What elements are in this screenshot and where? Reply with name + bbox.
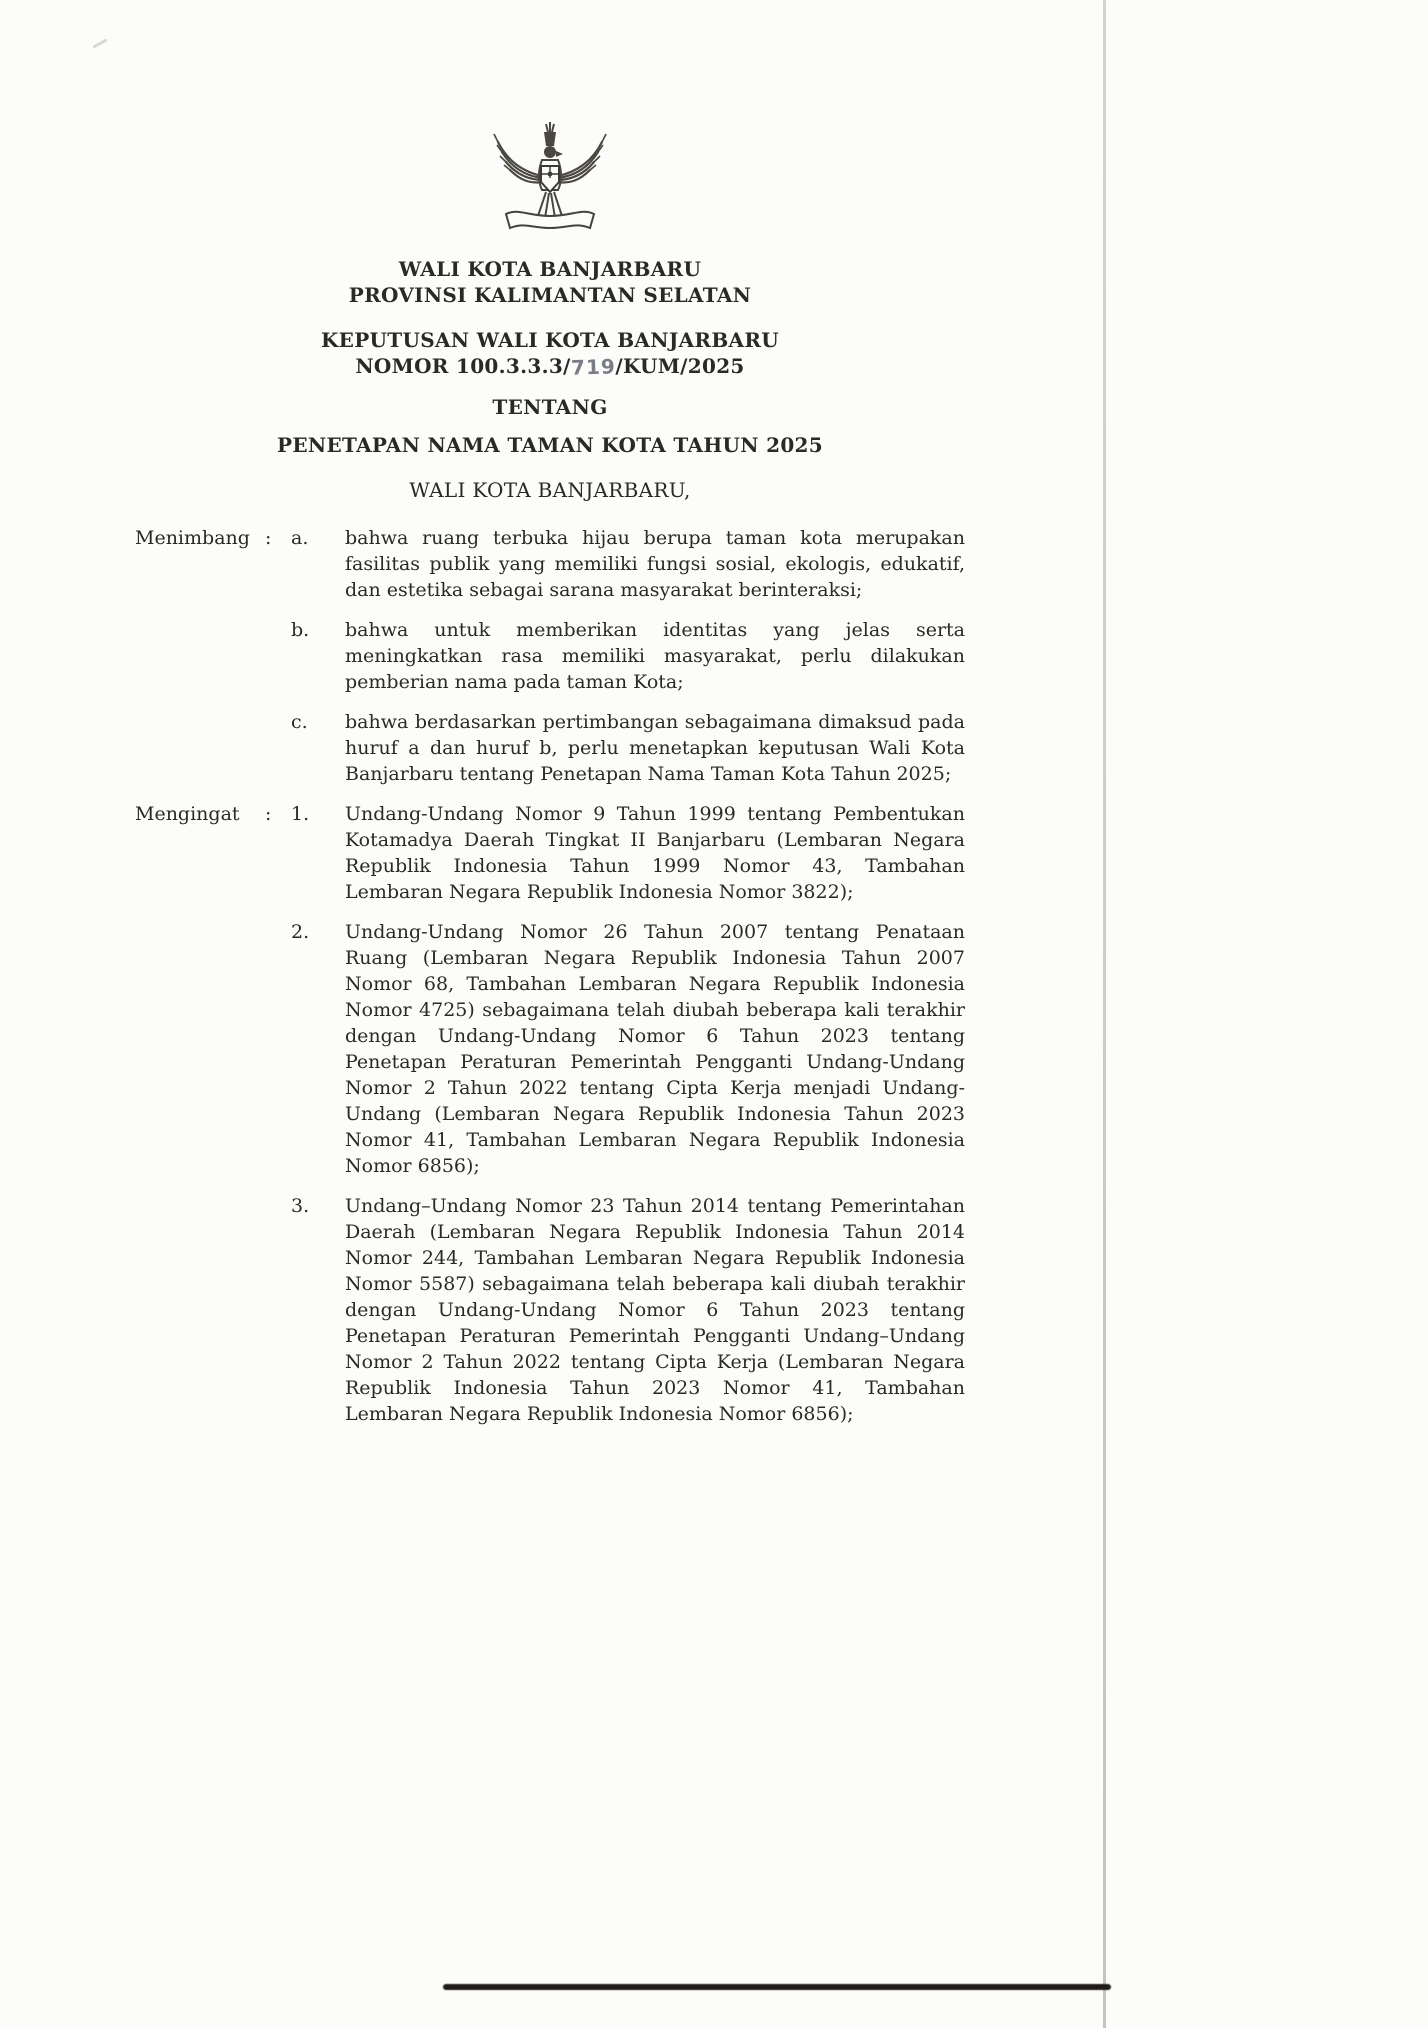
menimbang-colon: : <box>265 527 272 549</box>
item-text: Undang-Undang Nomor 9 Tahun 1999 tentang Pembentukan Kotamadya Daerah Tingkat II Banjarbaru (Lembaran Negara Republik Indonesia Tahun 1999 Nomor 43, Tambahan Lembaran Negara Republik Indonesia Nomor 3822); <box>345 803 965 903</box>
menimbang-item-c <box>135 709 965 787</box>
item-text: bahwa untuk memberikan identitas yang jelas serta meningkatkan rasa memiliki masyarakat, perlu dilakukan pemberian nama pada taman Kota; <box>345 619 965 693</box>
item-marker: b. <box>291 619 310 641</box>
salutation-line: WALI KOTA BANJARBARU, <box>409 478 691 502</box>
item-marker: a. <box>291 527 309 549</box>
mengingat-label: Mengingat <box>135 803 240 825</box>
item-marker: c. <box>291 711 308 733</box>
menimbang-item-b <box>135 617 965 695</box>
tentang-label: TENTANG <box>492 395 608 419</box>
scan-edge-line <box>1103 0 1106 2028</box>
decision-number-prefix: NOMOR 100.3.3.3/ <box>355 354 571 378</box>
item-marker: 3. <box>291 1195 310 1217</box>
scan-stray-mark <box>92 38 108 48</box>
decision-number-line <box>135 353 965 379</box>
document-body <box>135 525 965 1427</box>
item-text: Undang–Undang Nomor 23 Tahun 2014 tentang Pemerintahan Daerah (Lembaran Negara Republik Indonesia Tahun 2014 Nomor 244, Tambahan Lembaran Negara Republik Indonesia Nomor 5587) sebagaimana telah beberapa kali diubah terakhir dengan Undang-Undang Nomor 6 Tahun 2023 tentang Penetapan Peraturan Pemerintah Pengganti Undang–Undang Nomor 2 Tahun 2022 tentang Cipta Kerja (Lembaran Negara Republik Indonesia Tahun 2023 Nomor 41, Tambahan Lembaran Negara Republik Indonesia Nomor 6856); <box>345 1195 965 1425</box>
decision-number-handwritten: 719 <box>570 354 616 380</box>
authority-name: WALI KOTA BANJARBARU <box>398 257 702 281</box>
mengingat-item-1 <box>135 801 965 905</box>
decision-number-suffix: /KUM/2025 <box>615 354 745 378</box>
mengingat-colon: : <box>265 803 272 825</box>
decree-subject: PENETAPAN NAMA TAMAN KOTA TAHUN 2025 <box>277 433 823 457</box>
scan-bottom-shadow <box>443 1984 1111 1990</box>
garuda-pancasila-emblem-icon <box>488 112 612 238</box>
document-header <box>135 256 965 503</box>
item-text: Undang-Undang Nomor 26 Tahun 2007 tentang Penataan Ruang (Lembaran Negara Republik Indonesia Tahun 2007 Nomor 68, Tambahan Lembaran Negara Republik Indonesia Nomor 4725) sebagaimana telah diubah beberapa kali terakhir dengan Undang-Undang Nomor 6 Tahun 2023 tentang Penetapan Peraturan Pemerintah Pengganti Undang-Undang Nomor 2 Tahun 2022 tentang Cipta Kerja menjadi Undang-Undang (Lembaran Negara Republik Indonesia Tahun 2023 Nomor 41, Tambahan Lembaran Negara Republik Indonesia Nomor 6856); <box>345 921 965 1177</box>
item-marker: 2. <box>291 921 310 943</box>
menimbang-item-a <box>135 525 965 603</box>
item-marker: 1. <box>291 803 310 825</box>
document-content <box>135 0 965 1441</box>
mengingat-item-2 <box>135 919 965 1179</box>
item-text: bahwa ruang terbuka hijau berupa taman kota merupakan fasilitas publik yang memiliki fungsi sosial, ekologis, edukatif, dan estetika sebagai sarana masyarakat berinteraksi; <box>345 527 965 601</box>
menimbang-label: Menimbang <box>135 527 250 549</box>
province-name: PROVINSI KALIMANTAN SELATAN <box>348 283 752 307</box>
decision-title: KEPUTUSAN WALI KOTA BANJARBARU <box>320 328 780 352</box>
item-text: bahwa berdasarkan pertimbangan sebagaimana dimaksud pada huruf a dan huruf b, perlu menetapkan keputusan Wali Kota Banjarbaru tentang Penetapan Nama Taman Kota Tahun 2025; <box>345 711 965 785</box>
mengingat-item-3 <box>135 1193 965 1427</box>
